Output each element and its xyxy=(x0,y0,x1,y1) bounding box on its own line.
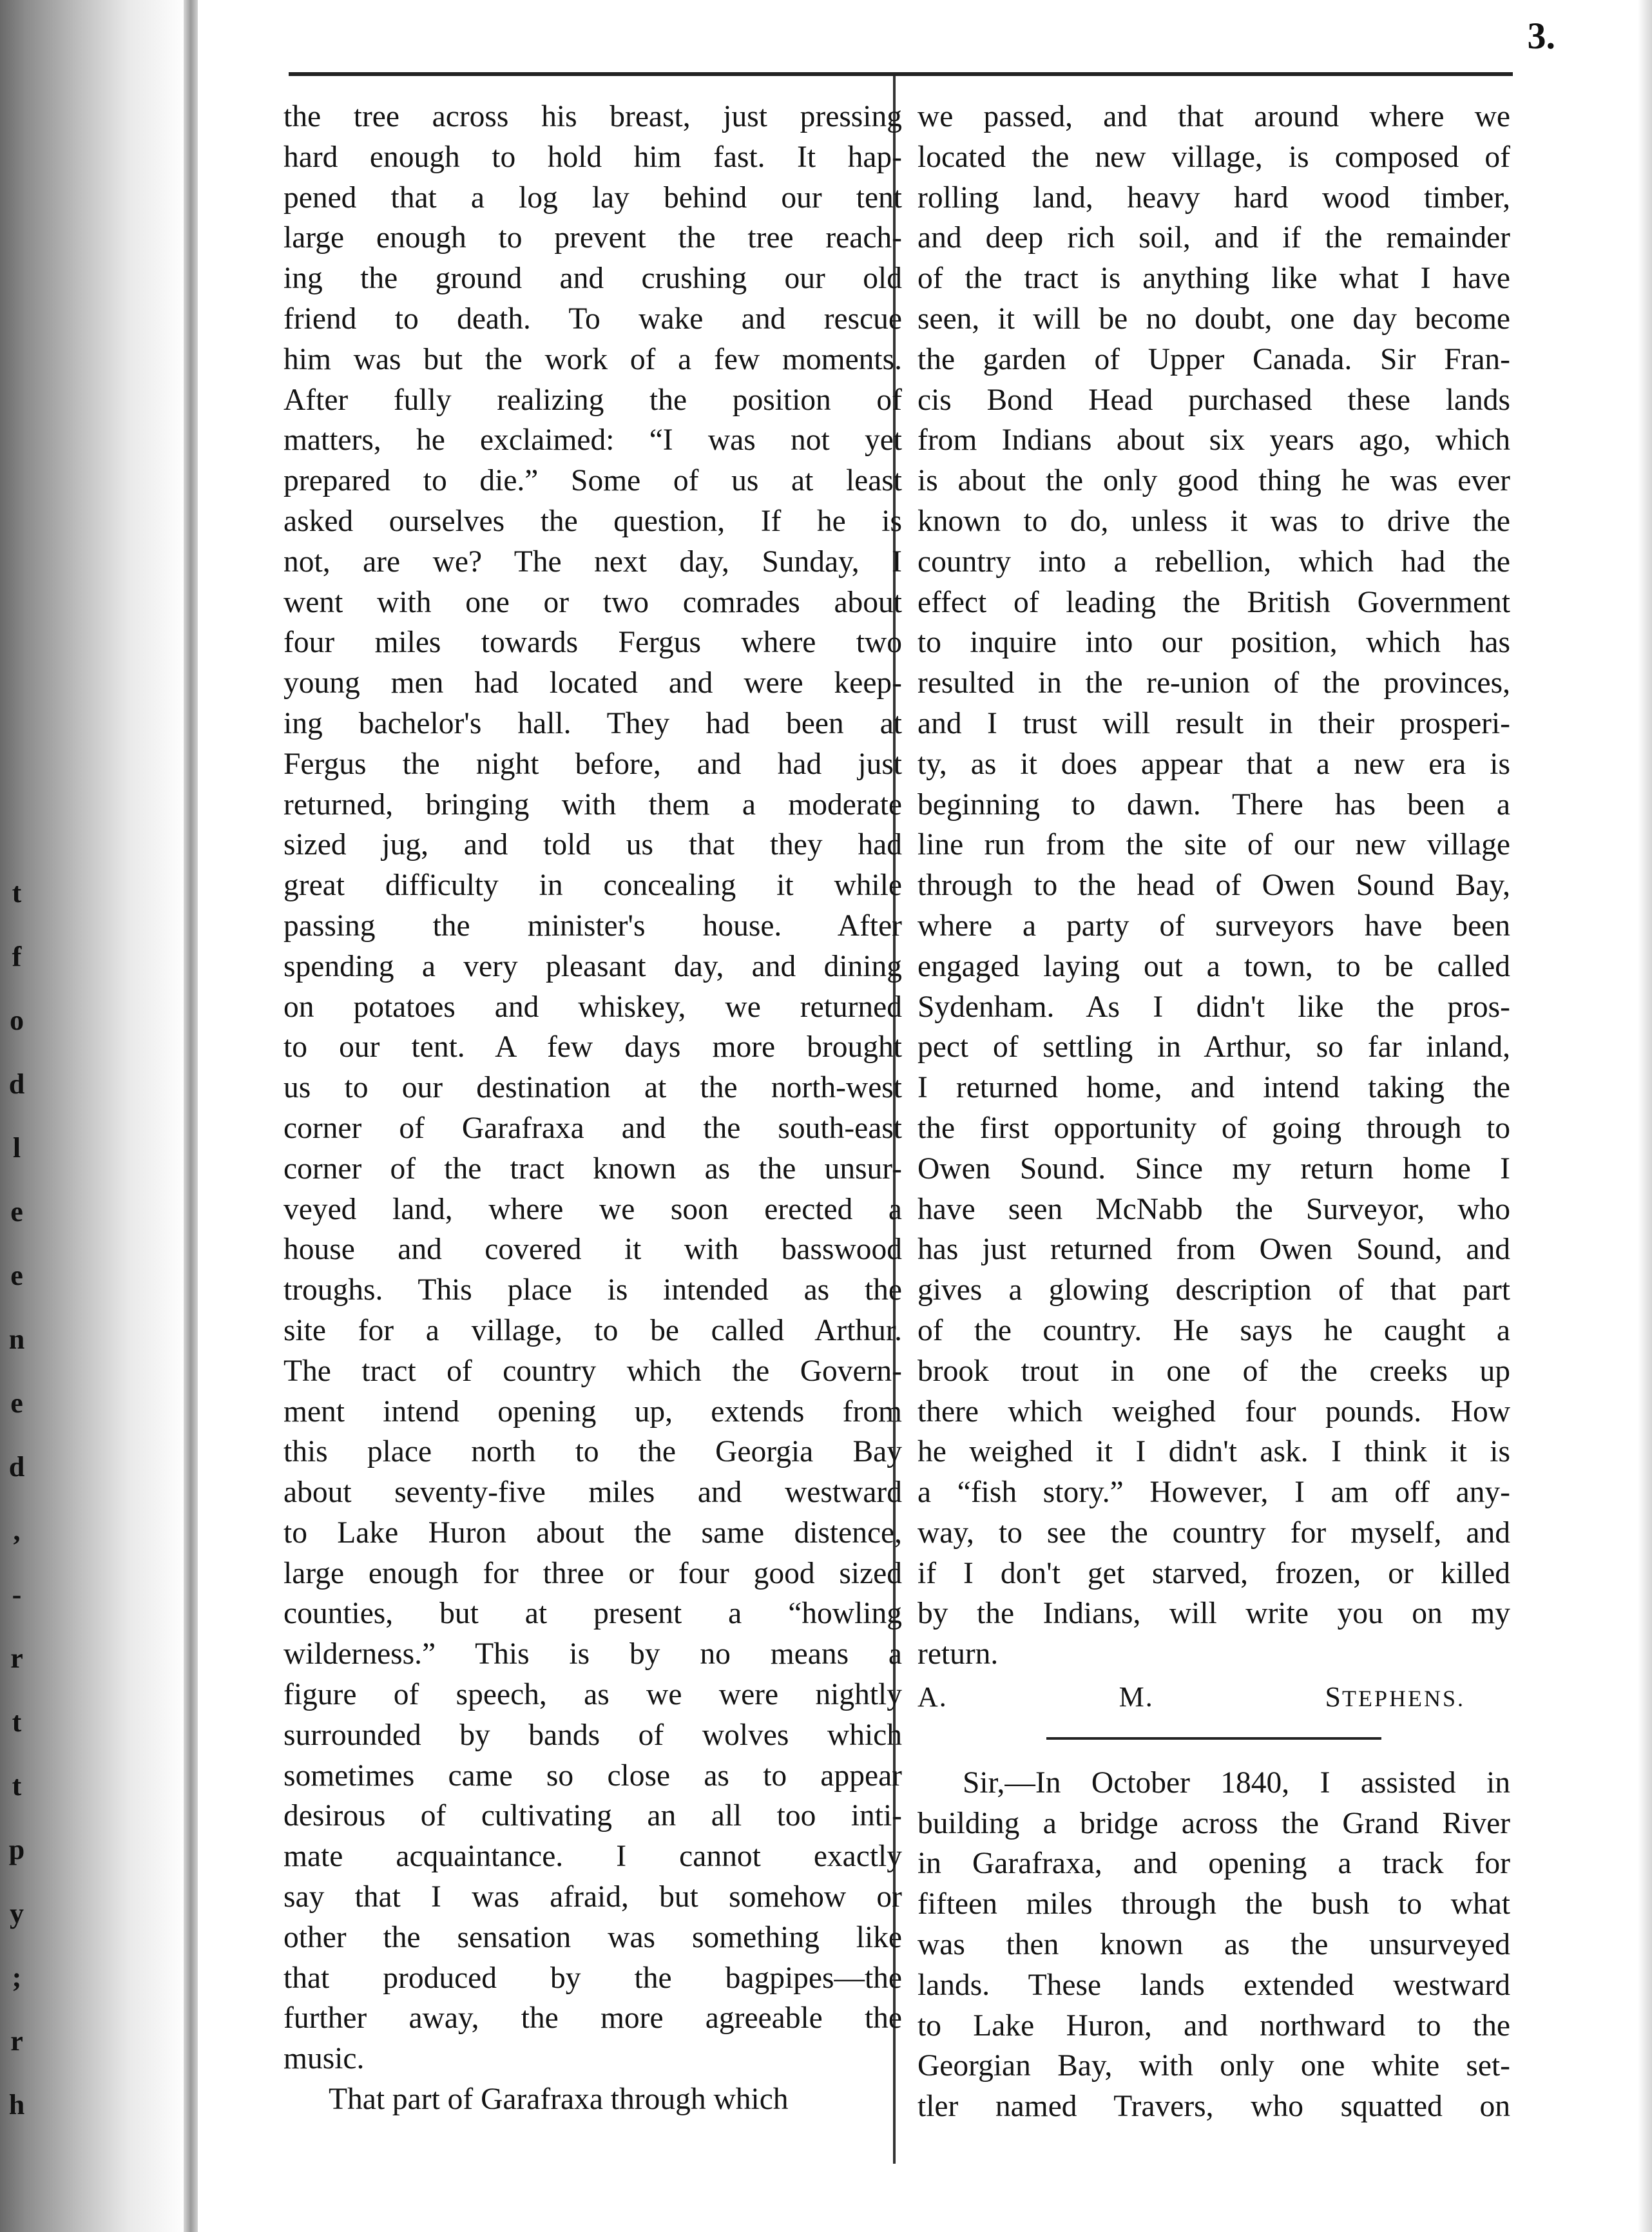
edge-letter: e xyxy=(10,1387,23,1419)
paragraph-line: of the country. He says he caught a xyxy=(917,1313,1510,1347)
paragraph-line: on potatoes and whiskey, we returned xyxy=(283,990,902,1024)
page-number: 3. xyxy=(1527,15,1555,57)
paragraph-line: matters, he exclaimed: “I was not yet xyxy=(283,423,902,457)
paragraph-line: known to do, unless it was to drive the xyxy=(917,504,1510,538)
paragraph-line: ing the ground and crushing our old xyxy=(283,262,902,296)
paragraph-line: about seventy-five miles and westward xyxy=(283,1476,902,1510)
edge-letter: d xyxy=(8,1451,25,1483)
edge-letter: t xyxy=(12,1770,22,1802)
paragraph-line: sized jug, and told us that they had xyxy=(283,828,902,862)
paragraph-line: we passed, and that around where we xyxy=(917,100,1510,133)
paragraph-line: sometimes came so close as to appear xyxy=(283,1758,902,1793)
paragraph-line: the tree across his breast, just pressing xyxy=(283,100,902,133)
paragraph-line: he weighed it I didn't ask. I think it is xyxy=(917,1435,1510,1469)
paragraph-line: four miles towards Fergus where two xyxy=(283,626,902,660)
paragraph-line: house and covered it with basswood xyxy=(283,1233,902,1267)
paragraph-line: I returned home, and intend taking the xyxy=(917,1071,1510,1105)
paragraph-line: surrounded by bands of wolves which xyxy=(283,1718,902,1752)
paragraph-line: the garden of Upper Canada. Sir Fran- xyxy=(917,342,1510,376)
paragraph-line: building a bridge across the Grand River xyxy=(917,1806,1510,1840)
paragraph-line: young men had located and were keep- xyxy=(283,666,902,700)
paragraph-line: by the Indians, will write you on my xyxy=(917,1597,1510,1631)
paragraph-line: of the tract is anything like what I have xyxy=(917,262,1510,296)
paragraph-line: return. xyxy=(917,1637,999,1671)
paragraph-line: ing bachelor's hall. They had been at xyxy=(283,706,902,740)
paragraph-line: through to the head of Owen Sound Bay, xyxy=(917,869,1510,903)
paragraph-line: there which weighed four pounds. How xyxy=(917,1394,1510,1429)
edge-letter: e xyxy=(10,1196,23,1227)
edge-letter: r xyxy=(10,1642,23,1674)
paragraph-line: large enough for three or four good sized xyxy=(283,1556,902,1590)
edge-letter: d xyxy=(8,1068,25,1100)
page-right-edge xyxy=(1638,0,1652,2232)
edge-letter: p xyxy=(8,1834,25,1865)
paragraph-line: other the sensation was something like xyxy=(283,1920,902,1954)
edge-letter: t xyxy=(12,877,22,909)
paragraph-line: friend to death. To wake and rescue xyxy=(283,302,902,336)
paragraph-line: went with one or two comrades about xyxy=(283,585,902,619)
edge-letter: o xyxy=(10,1005,24,1036)
paragraph-line: not, are we? The next day, Sunday, I xyxy=(283,544,902,579)
paragraph-line: corner of Garafraxa and the south-east xyxy=(283,1111,902,1145)
paragraph-line: was then known as the unsurveyed xyxy=(917,1928,1510,1962)
paragraph-line: engaged laying out a town, to be called xyxy=(917,949,1510,983)
edge-letter: y xyxy=(10,1898,24,1929)
paragraph-line: rolling land, heavy hard wood timber, xyxy=(917,180,1510,215)
paragraph-line: the first opportunity of going through to xyxy=(917,1111,1510,1145)
paragraph-line: this place north to the Georgia Bay xyxy=(283,1435,902,1469)
paragraph-line: ty, as it does appear that a new era is xyxy=(917,747,1510,781)
signature-surname-smallcaps: TEPHENS. xyxy=(1341,1686,1465,1712)
edge-letter: f xyxy=(12,941,22,972)
paragraph-line: large enough to prevent the tree reach- xyxy=(283,221,902,255)
paragraph-line: counties, but at present a “howling xyxy=(283,1597,902,1631)
paragraph-line: prepared to die.” Some of us at least xyxy=(283,464,902,498)
paragraph-line: to our tent. A few days more brought xyxy=(283,1030,902,1064)
edge-letter: r xyxy=(10,2025,23,2057)
edge-letter: - xyxy=(12,1579,22,1610)
paragraph-line: beginning to dawn. There has been a xyxy=(917,787,1510,822)
paragraph-line: fifteen miles through the bush to what xyxy=(917,1887,1510,1921)
paragraph-line: lands. These lands extended westward xyxy=(917,1968,1510,2002)
right-column xyxy=(917,97,1510,2127)
paragraph-line: further away, the more agreeable the xyxy=(283,2001,902,2035)
paragraph-line: to inquire into our position, which has xyxy=(917,626,1510,660)
paragraph-line: pect of settling in Arthur, so far inland, xyxy=(917,1030,1510,1064)
paragraph-line: tler named Travers, who squatted on xyxy=(917,2090,1510,2124)
paragraph-line: The tract of country which the Govern- xyxy=(283,1354,902,1388)
paragraph-line: if I don't get starved, frozen, or killed xyxy=(917,1556,1510,1590)
paragraph-line: returned, bringing with them a moderate xyxy=(283,787,902,822)
paragraph-line: and I trust will result in their prosperi- xyxy=(917,706,1510,740)
paragraph-line: passing the minister's house. After xyxy=(283,909,902,943)
paragraph-line: brook trout in one of the creeks up xyxy=(917,1354,1510,1388)
paragraph-line: a “fish story.” However, I am off any- xyxy=(917,1476,1510,1510)
signature-initials: A. M. S xyxy=(917,1681,1342,1713)
paragraph-line: figure of speech, as we were nightly xyxy=(283,1678,902,1712)
paragraph-line: in Garafraxa, and opening a track for xyxy=(917,1847,1510,1881)
paragraph-line: to Lake Huron about the same distence, xyxy=(283,1515,902,1550)
paragraph-line: and deep rich soil, and if the remainder xyxy=(917,221,1510,255)
paragraph-line: has just returned from Owen Sound, and xyxy=(917,1233,1510,1267)
letter-signature xyxy=(917,1677,1510,1718)
edge-letter: l xyxy=(12,1132,21,1164)
paragraph-line: wilderness.” This is by no means a xyxy=(283,1637,902,1671)
paragraph-line: pened that a log lay behind our tent xyxy=(283,180,902,215)
paragraph-line: corner of the tract known as the unsur- xyxy=(283,1151,902,1186)
paragraph-line: spending a very pleasant day, and dining xyxy=(283,949,902,983)
paragraph-line: say that I was afraid, but somehow or xyxy=(283,1880,902,1914)
paragraph-line: Sydenham. As I didn't like the pros- xyxy=(917,990,1510,1024)
paragraph-line: music. xyxy=(283,2042,365,2076)
paragraph-line: site for a village, to be called Arthur. xyxy=(283,1313,902,1347)
edge-letter: h xyxy=(8,2089,25,2121)
letter-separator-rule xyxy=(1046,1737,1381,1740)
paragraph-line: desirous of cultivating an all too inti- xyxy=(283,1799,902,1833)
paragraph-line: troughs. This place is intended as the xyxy=(283,1273,902,1307)
edge-letter: e xyxy=(10,1260,23,1291)
paragraph-line: veyed land, where we soon erected a xyxy=(283,1192,902,1226)
paragraph-line: is about the only good thing he was ever xyxy=(917,464,1510,498)
paragraph-line: hard enough to hold him fast. It hap- xyxy=(283,140,902,174)
paragraph-line: Sir,—In October 1840, I assisted in xyxy=(963,1765,1510,1800)
paragraph-line: Georgian Bay, with only one white set- xyxy=(917,2049,1510,2083)
paragraph-line: After fully realizing the position of xyxy=(283,383,902,417)
paragraph-line: Owen Sound. Since my return home I xyxy=(917,1151,1510,1186)
paragraph-line: ment intend opening up, extends from xyxy=(283,1394,902,1429)
paragraph-line: country into a rebellion, which had the xyxy=(917,544,1510,579)
paragraph-line: mate acquaintance. I cannot exactly xyxy=(283,1840,902,1874)
paragraph-line: great difficulty in concealing it while xyxy=(283,869,902,903)
paragraph-line: resulted in the re-union of the provinces, xyxy=(917,666,1510,700)
paragraph-line: cis Bond Head purchased these lands xyxy=(917,383,1510,417)
paragraph-line: where a party of surveyors have been xyxy=(917,909,1510,943)
paragraph-line: effect of leading the British Government xyxy=(917,585,1510,619)
paragraph-line: way, to see the country for myself, and xyxy=(917,1515,1510,1550)
paragraph-line: to Lake Huron, and northward to the xyxy=(917,2008,1510,2043)
paragraph-line: That part of Garafraxa through which xyxy=(329,2083,789,2117)
paragraph-line: have seen McNabb the Surveyor, who xyxy=(917,1192,1510,1226)
left-column xyxy=(283,97,902,2120)
paragraph-line: asked ourselves the question, If he is xyxy=(283,504,902,538)
edge-letter: ; xyxy=(12,1961,22,1993)
edge-letter: , xyxy=(13,1515,21,1546)
header-rule xyxy=(289,72,1513,76)
paragraph-line: located the new village, is composed of xyxy=(917,140,1510,174)
paragraph-line: line run from the site of our new village xyxy=(917,828,1510,862)
paragraph-line: seen, it will be no doubt, one day become xyxy=(917,302,1510,336)
paragraph-line: us to our destination at the north-west xyxy=(283,1071,902,1105)
paragraph-line: Fergus the night before, and had just xyxy=(283,747,902,781)
binding-fold xyxy=(184,0,198,2232)
edge-letter: n xyxy=(8,1323,25,1355)
adjacent-page-edge-text xyxy=(0,0,39,2232)
paragraph-line: that produced by the bagpipes—the xyxy=(283,1961,902,1995)
paragraph-line: him was but the work of a few moments. xyxy=(283,342,902,376)
paragraph-line: gives a glowing description of that part xyxy=(917,1273,1510,1307)
edge-letter: t xyxy=(12,1706,22,1738)
paragraph-line: from Indians about six years ago, which xyxy=(917,423,1510,457)
